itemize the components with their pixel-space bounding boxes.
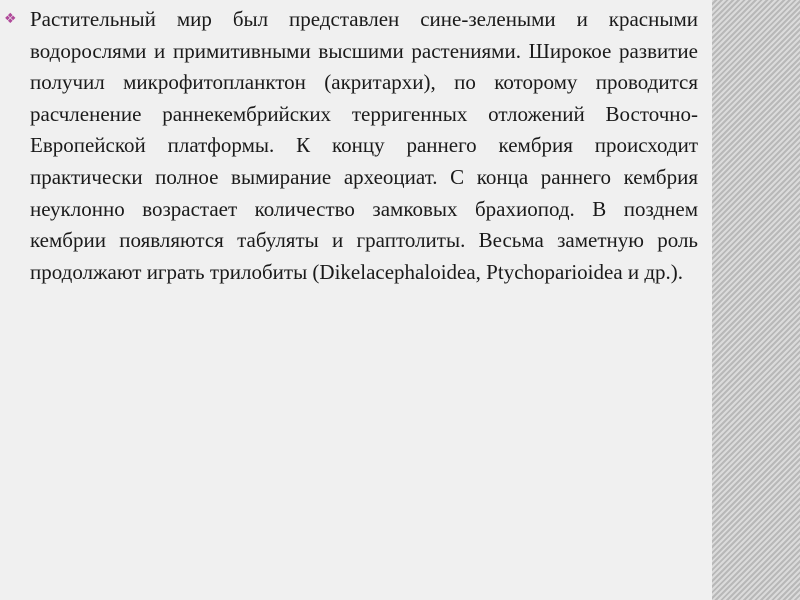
- body-paragraph: Растительный мир был представлен сине-зелеными и красными водорослями и примитивными высшими растениями. Широкое развитие получил микрофитопланктон (акритархи), по которому проводится расчленение раннекембрийских терригенных отложений Восточно-Европейской платформы. К концу раннего кембрия происходит практически полное вымирание археоциат. С конца раннего кембрия неуклонно возрастает количество замковых брахиопод. В позднем кембрии появляются табуляты и граптолиты. Весьма заметную роль продолжают играть трилобиты (Dikelacephaloidea, Ptychoparioidea и др.).: [30, 7, 698, 284]
- decorative-side-strip: [712, 0, 800, 600]
- diamond-bullet-icon: ❖: [4, 11, 17, 27]
